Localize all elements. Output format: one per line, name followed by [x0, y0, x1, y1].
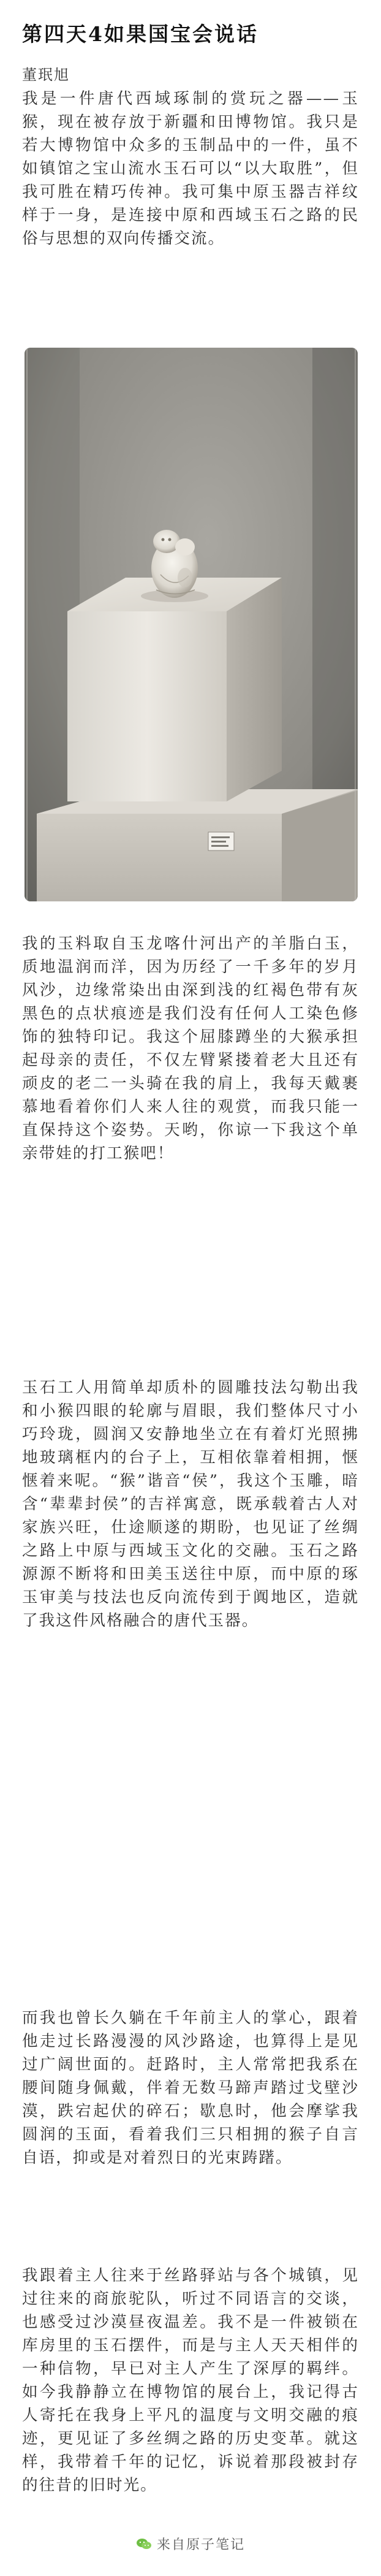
paragraph-3: 玉石工人用简单却质朴的圆雕技法勾勒出我和小猴四眼的轮廓与眉眼，我们整体尺寸小巧玲珑，圆润又安静地坐立在有着灯光照拂地玻璃框内的台子上，互相依靠着相拥，惬惬着来呢。“猴”谐音“侯”，我这个玉雕，暗含“辈辈封侯”的吉祥寓意，既承载着古人对家族兴旺，仕途顺遂的期盼，也见证了丝绸之路上中原与西域玉文化的交融。玉石之路源源不断将和田美玉送往中原，而中原的琢玉审美与技法也反向流传到于阗地区，造就了我这件风格融合的唐代玉器。	[22, 1378, 359, 1630]
paragraph-5: 我跟着主人往来于丝路驿站与各个城镇，见过往来的商旅驼队，听过不同语言的交谈，也感受过沙漠昼夜温差。我不是一件被锁在库房里的玉石摆件，而是与主人天天相伴的一种信物，早已对主人产生了深厚的羁绊。如今我静静立在博物馆的展台上，我记得古人寄托在我身上平凡的温度与文明交融的痕迹，更见证了多丝绸之路的历史变革。就这样，我带着千年的记忆，诉说着那段被封存的往昔的旧时光。	[22, 2266, 359, 2494]
article-author: 董珉旭	[22, 66, 70, 83]
wechat-icon	[136, 2538, 152, 2550]
paragraph-4: 而我也曾长久躺在千年前主人的掌心，跟着他走过长路漫漫的风沙路途，也算得上是见过广阔世面的。赶路时，主人常常把我系在腰间随身佩戴，伴着无数马蹄声踏过戈壁沙漠，跌宕起伏的碎石；歇息时，他会摩挲我圆润的玉面，看着我们三只相拥的猴子自言自语，抑或是对着烈日的光束踌躇。	[22, 2009, 359, 2167]
footer-source-label: 来自原子笔记	[156, 2537, 245, 2553]
jade-monkey-exhibit-image	[25, 348, 358, 901]
paragraph-1: 我是一件唐代西域琢制的赏玩之器——玉猴，现在被存放于新疆和田博物馆。我只是若大博物馆中众多的玉制品中的一件，虽不如镇馆之宝山流水玉石可以“以大取胜”，但我可胜在精巧传神。我可集中原玉器吉祥纹样于一身，是连接中原和西域玉石之路的民俗与思想的双向传播交流。	[22, 90, 359, 248]
paragraph-2: 我的玉料取自玉龙喀什河出产的羊脂白玉，质地温润而洋，因为历经了一千多年的岁月风沙，边缘常染出由深到浅的红褐色带有灰黑色的点状痕迹是我们没有任何人工染色修饰的独特印记。我这个屈膝蹲坐的大猴承担起母亲的责任，不仅左臂紧搂着老大且还有顽皮的老二一头骑在我的肩上，我每天戴裹慕地看着你们人来人往的观赏，而我只能一直保持这个姿势。天哟，你谅一下我这个单亲带娃的打工猴吧！	[22, 934, 359, 1163]
exhibit-photo	[25, 348, 358, 901]
article-title: 第四天4如果国宝会说话	[22, 22, 258, 46]
footer-source[interactable]	[0, 2534, 381, 2553]
